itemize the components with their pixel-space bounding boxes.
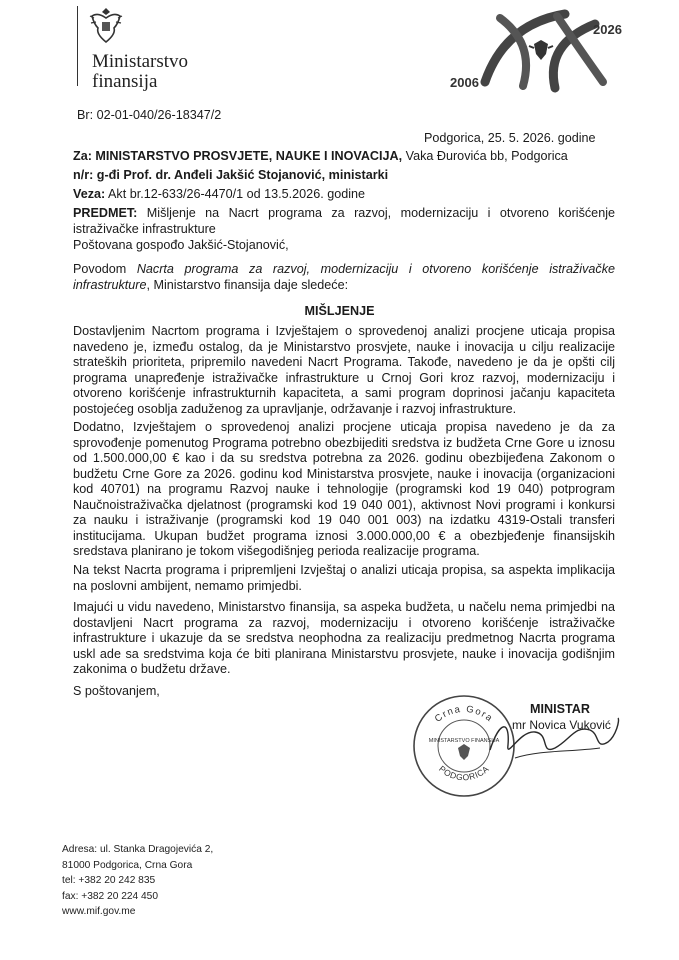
footer-website[interactable]: www.mif.gov.me (62, 906, 136, 918)
recipient-line (73, 148, 568, 164)
intro-program-title: Nacrta programa za razvoj, modernizaciju i otvoreno korišćenje istraživačke infrastrukture (73, 262, 615, 292)
intro-start: Povodom (73, 262, 127, 276)
reference-label: Veza: (73, 187, 106, 201)
reference-number: Br: 02-01-040/26-18347/2 (77, 108, 222, 122)
footer-fax: fax: +382 20 224 450 (62, 890, 159, 902)
subject-label: PREDMET: (73, 206, 138, 220)
ministry-name (92, 52, 188, 92)
attention-line (73, 167, 388, 183)
subject-line (73, 206, 615, 237)
paragraph-2-text: Dodatno, Izvještajem o sprovedenoj analizi procjene uticaja propisa navedeno je da za sprovođenje pomenutog Programa potrebno obezbijediti sredstva iz budžeta Crne Gore u iznosu od 1.500.000,00 € kao i da su sredstva potrebna za 2026. godinu obezbijeđena Zakonom o budžetu Crne Gore za 2026. godinu kod Ministarstva prosvjete, nauke i inovacija (organizacioni kod 40701) na programu Razvoj nauke i tehnologije (programski kod 19 040) potprogram Naučnoistraživačka djelatnost (programski kod 19 040 001), aktivnost Novi programi i konkursi za nauku i istraživanje (programski kod 19 040 001 003) na izdatku 4319-Ostali transferi institucijama. Ukupan budžet programa iznosi 3.000.000,00 € a obezbjeđenje finansijskih sredstava planirano je tokom višegodišnjeg perioda realizacije programa. (73, 420, 615, 558)
logo-year-2006: 2006 (450, 75, 479, 90)
salutation: Poštovana gospođo Jakšić-Stojanović, (73, 238, 289, 252)
footer-address-line2: 81000 Podgorica, Crna Gora (62, 859, 193, 871)
stamp-top-text: Crna Gora (432, 703, 496, 725)
subject-text-line1: Mišljenje na Nacrt programa za razvoj, modernizaciju i otvoreno korišćenje (146, 206, 615, 220)
paragraph-4-text: Imajući u vidu navedeno, Ministarstvo finansija, sa aspeka budžeta, u načelu nema primjedbi na dostavljeni Nacrt programa za razvoj, modernizaciju i otvoreno korišćenje istraživačke infrastrukture i ukazuje da se sredstva neophodna za realizaciju predmetnog Nacrta programa uskl ade sa sredstvima koja će biti planirana Ministarstvu prosvjete, nauke i inovacija godišnjim zakonima o budžetu države. (73, 600, 615, 676)
ministry-name-line1: Ministarstvo (92, 51, 189, 72)
attention-label: n/r: (73, 168, 94, 182)
paragraph-3-text: Na tekst Nacrta programa i pripremljeni Izvještaj o analizi uticaja propisa, sa aspekta implikacija na poslovni ambijent, nemamo primjedbi. (73, 563, 615, 593)
paragraph-2 (73, 420, 615, 560)
signatory-name: mr Novica Vuković (512, 718, 611, 732)
attention-person: g-đi Prof. dr. Anđeli Jakšić Stojanović, ministarki (96, 168, 389, 182)
subject-text-line2: istraživačke infrastrukture (73, 221, 216, 236)
footer-address-line1: Adresa: ul. Stanka Dragojevića 2, (62, 844, 214, 855)
logo-year-2026: 2026 (593, 22, 622, 37)
recipient-address: Vaka Đurovića bb, Podgorica (405, 149, 568, 163)
reference-text: Akt br.12-633/26-4470/1 od 13.5.2026. godine (108, 187, 366, 201)
paragraph-1-text: Dostavljenim Nacrtom programa i Izvještajem o sprovedenoj analizi procjene uticaja propisa navedeno je, između ostalog, da je Ministarstvo prosvjete, nauke i inovacija u cilju realizacije strateških prioriteta, pripremilo navedeni Nacrt Programa. Takođe, navedeno je da je opšti cilj programa unapređenje istraživačke infrastrukture u Crnoj Gori kroz razvoj, modernizaciju i otvoreno korišćenje infrastrukturnih kapaciteta, a sami program doprinosi jačanju kapaciteta postojećeg osoblja zaduženog za upravljanje, održavanje i razvoj infrastrukture. (73, 324, 615, 416)
paragraph-1 (73, 324, 615, 417)
intro-end: , Ministarstvo finansija daje sledeće: (146, 277, 349, 292)
handwritten-signature-icon (480, 710, 630, 770)
place-date: Podgorica, 25. 5. 2026. godine (424, 131, 596, 145)
header-divider (77, 6, 78, 86)
to-label: Za: (73, 149, 92, 163)
footer-contact (62, 842, 213, 920)
closing: S poštovanjem, (73, 684, 160, 698)
stamp-middle-text: MINISTARSTVO FINANSIJA (428, 738, 500, 744)
paragraph-3 (73, 563, 615, 594)
intro-paragraph (73, 262, 615, 293)
opinion-heading: MIŠLJENJE (304, 304, 375, 318)
recipient-name: MINISTARSTVO PROSVJETE, NAUKE I INOVACIJA, (95, 149, 403, 163)
reference-line (73, 186, 365, 202)
signatory-title: MINISTAR (530, 702, 590, 716)
stamp-bottom-text: PODGORICA (437, 763, 491, 783)
footer-tel: tel: +382 20 242 835 (62, 875, 156, 887)
paragraph-4 (73, 600, 615, 678)
ministry-name-line2: finansija (92, 71, 158, 92)
coat-of-arms-icon (88, 6, 124, 44)
